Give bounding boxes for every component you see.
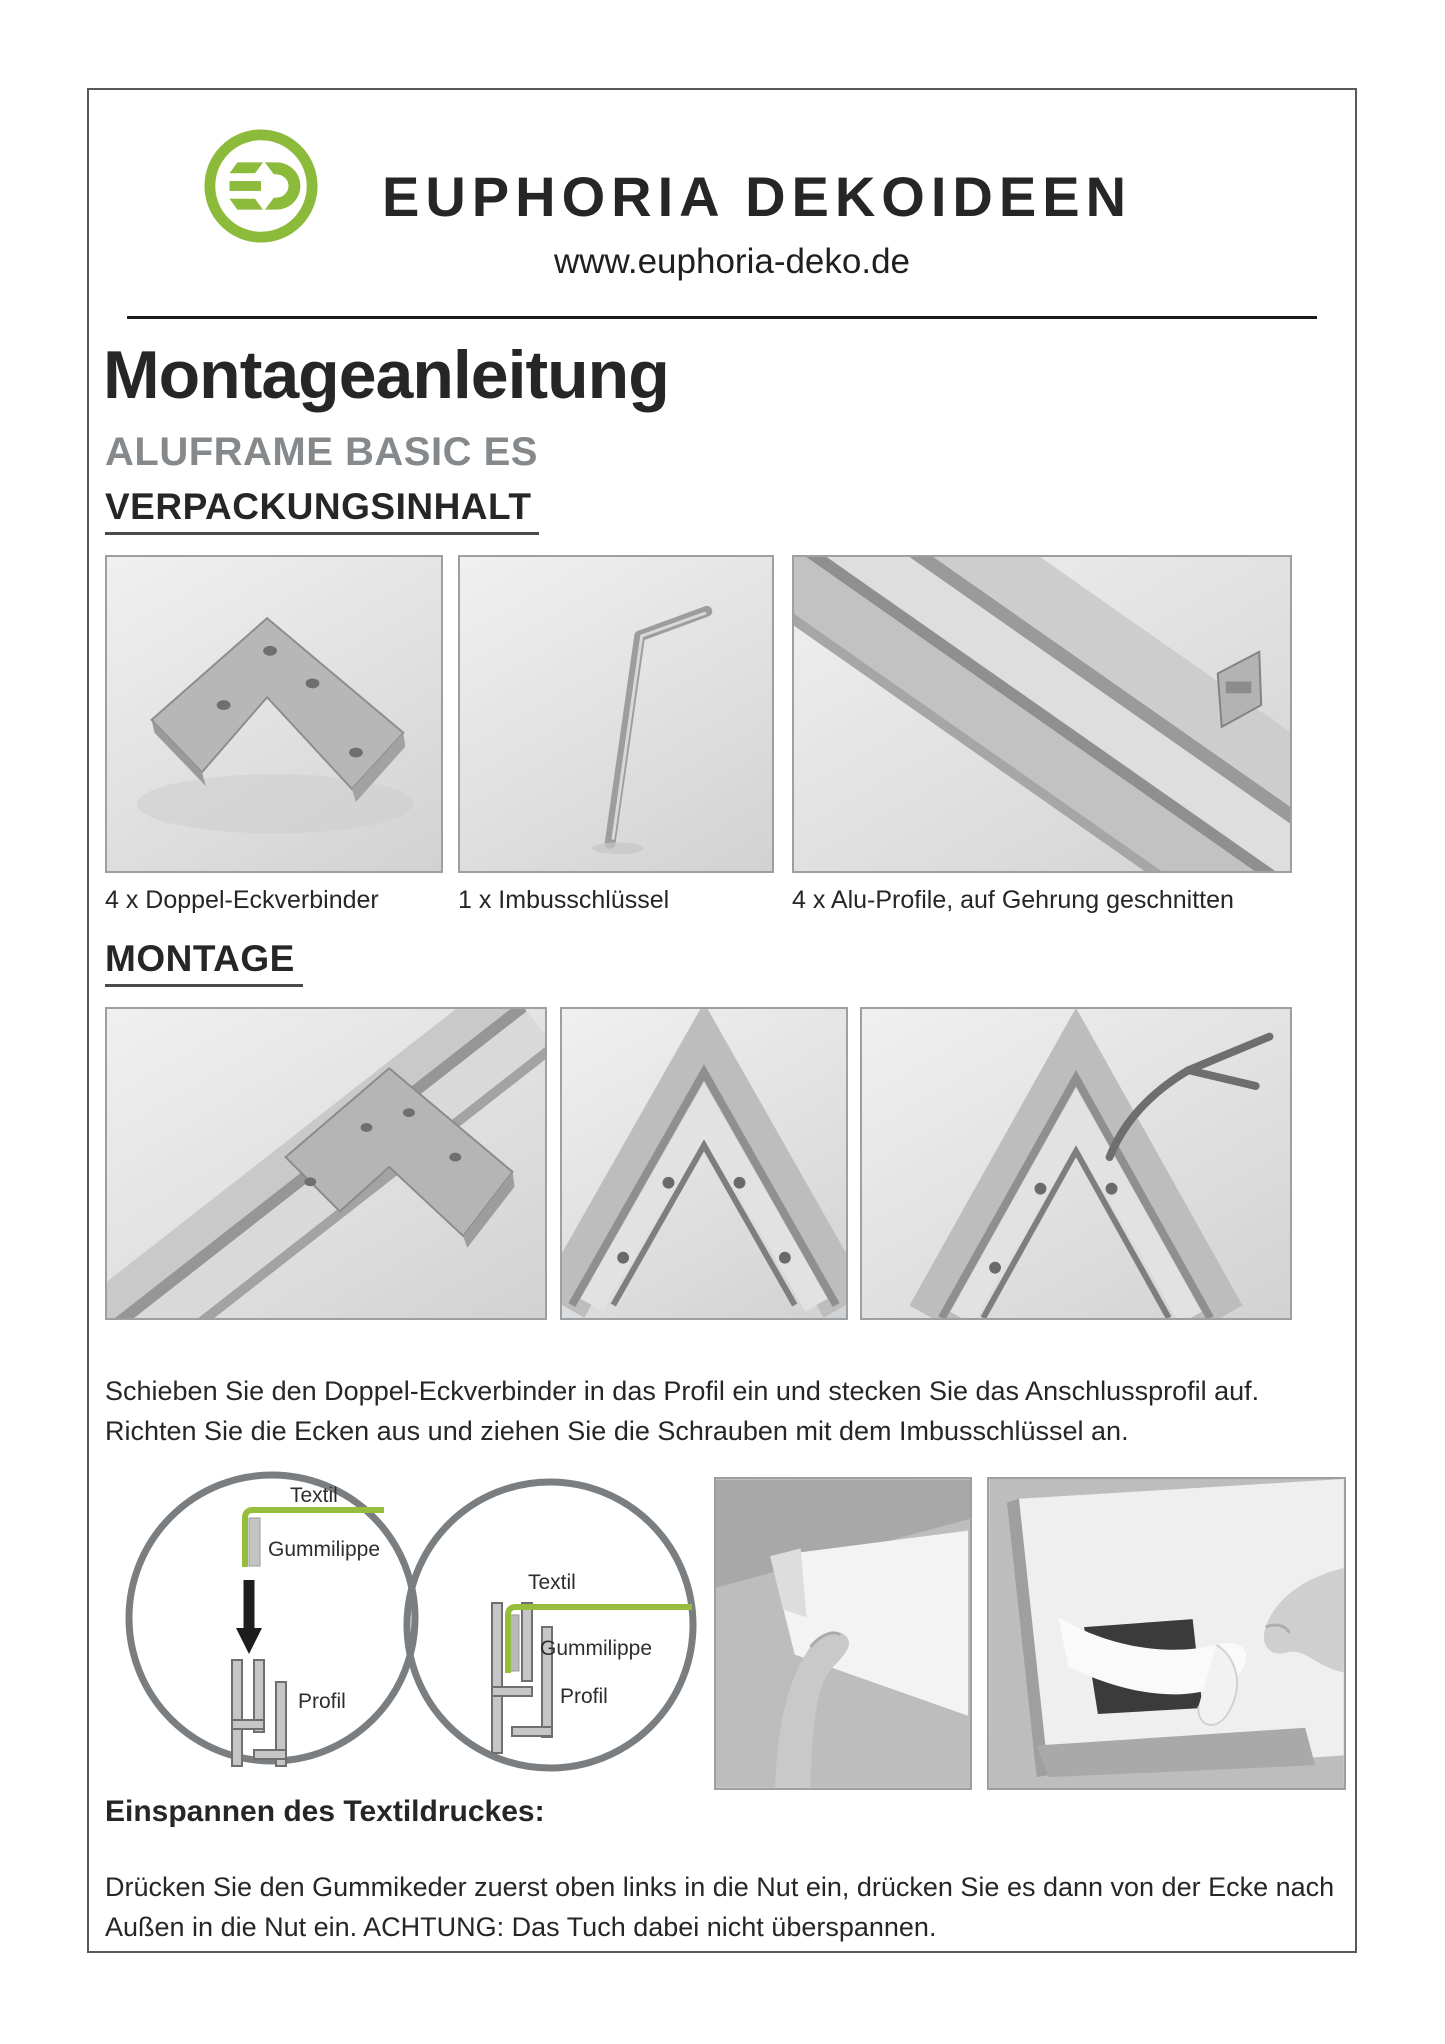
diagram2-profil-label: Profil [560, 1685, 608, 1708]
textile-instruction: Drücken Sie den Gummikeder zuerst oben links in die Nut ein, drücken Sie es dann von der Ecke nach Außen in die Nut ein. ACHTUNG: Das Tuch dabei nicht überspannen. [105, 1872, 1335, 1942]
diagram1-textil-label: Textil [290, 1484, 338, 1507]
brand-logo-icon [202, 127, 320, 245]
textile-heading: Einspannen des Textildruckes: [105, 1795, 545, 1828]
diagram1-gummilippe-label: Gummilippe [268, 1538, 381, 1561]
textile-diagram-2 [400, 1475, 700, 1775]
stretch-textile-over-frame-photo [987, 1477, 1346, 1790]
diagram2-gummilippe-label: Gummilippe [540, 1637, 653, 1660]
allen-key-photo [458, 555, 774, 873]
header-divider [127, 316, 1317, 319]
section-heading-packaging: VERPACKUNGSINHALT [105, 486, 539, 535]
tighten-with-allen-key-photo [860, 1007, 1292, 1320]
packaging-caption-2: 1 x Imbusschlüssel [458, 886, 670, 914]
press-textile-into-frame-photo [714, 1477, 972, 1790]
packaging-caption-1: 4 x Doppel-Eckverbinder [105, 886, 379, 914]
corner-connector-photo [105, 555, 443, 873]
packaging-caption-3: 4 x Alu-Profile, auf Gehrung geschnitten [792, 886, 1234, 914]
diagram1-profil-label: Profil [298, 1690, 346, 1713]
alu-profiles-photo [792, 555, 1292, 873]
textile-diagram-1 [122, 1468, 422, 1768]
diagram2-textil-label: Textil [528, 1571, 576, 1594]
brand-name: EUPHORIA DEKOIDEEN [382, 165, 1133, 228]
page-subtitle: ALUFRAME BASIC ES [105, 430, 538, 474]
brand-website: www.euphoria-deko.de [553, 242, 911, 281]
montage-instruction: Schieben Sie den Doppel-Eckverbinder in das Profil ein und stecken Sie das Anschlussprofil auf. Richten Sie die Ecken aus und ziehen Sie die Schrauben mit dem Imbusschlüssel an. [105, 1376, 1260, 1446]
page-frame [87, 88, 1357, 1953]
section-heading-montage: MONTAGE [105, 938, 303, 987]
insert-corner-connector-photo [105, 1007, 547, 1320]
assembled-corner-photo [560, 1007, 848, 1320]
page-title: Montageanleitung [103, 337, 669, 413]
